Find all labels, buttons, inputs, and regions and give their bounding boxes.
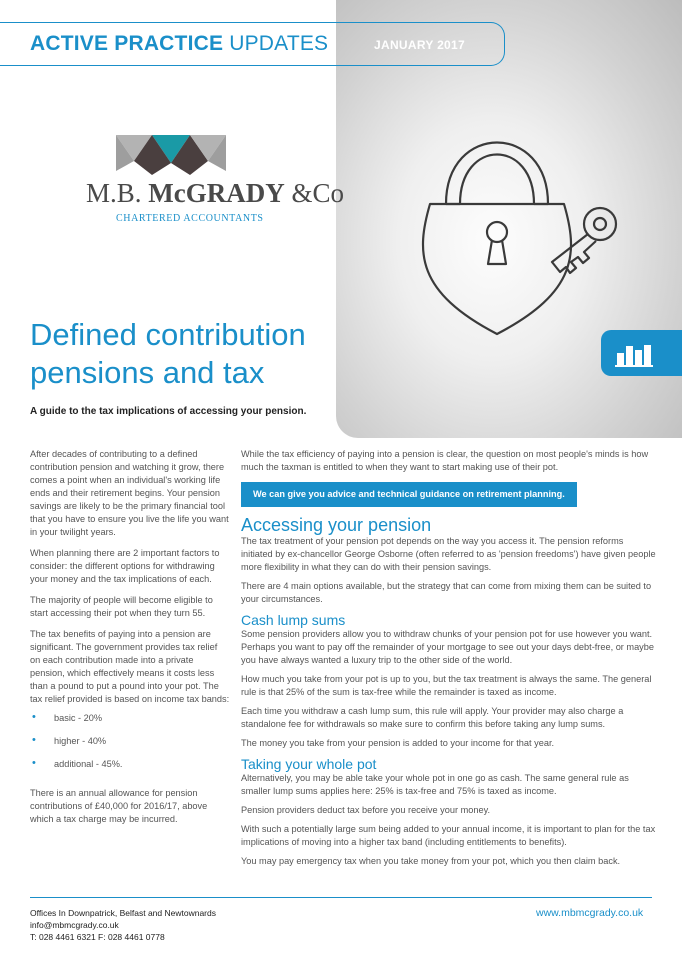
paragraph: Each time you withdraw a cash lump sum, this rule will apply. Your provider may also charge a standalone fee for withdrawals so make sure to confirm this before taking any lump sums. [241,706,624,729]
paragraph: The tax benefits of paying into a pension are significant. The government provides tax relief on each contribution made into a private pension, which effectively means it costs less than a pound to put a pound into your pot. The tax relief provided is based on income tax bands: [30,629,230,704]
padlock-and-key-icon [410,112,640,342]
heading-whole-pot: Taking your whole pot [241,756,377,772]
section-tab [601,330,682,376]
footer-divider [30,897,652,898]
paragraph: You may pay emergency tax when you take money from your pot, which you then claim back. [241,856,621,866]
paragraph: The majority of people will become eligible to start accessing their pot when they turn 55. [30,595,213,618]
paragraph: There is an annual allowance for pension contributions of £40,000 for 2016/17, above which a tax charge may be incurred. [30,788,208,824]
list-item: • basic - 20% [30,712,230,725]
company-name-initials: M.B. [86,178,142,208]
footer-contact [30,907,216,943]
company-name [86,178,344,209]
footer-offices: Offices In Downpatrick, Belfast and Newtownards [30,908,216,918]
paragraph: Some pension providers allow you to withdraw chunks of your pension pot for use however you want. Perhaps you want to pay off the remainder of your mortgage to see out your days debt-free, or maybe you have always wanted a luxury trip to the other side of the world. [241,629,654,665]
paragraph: The tax treatment of your pension pot depends on the way you access it. The pension reforms initiated by ex-chancellor George Osborne (often referred to as 'pension freedoms') have given people more flexibility in what they can do with their pension savings. [241,536,656,572]
paragraph: When planning there are 2 important factors to consider: the different options for withdrawing your money and the tax implications of each. [30,548,220,584]
paragraph: With such a potentially large sum being added to your annual income, it is important to plan for the tax implications of moving into a higher tax band (including entitlements to benefits). [241,824,656,847]
publication-title-light: UPDATES [229,32,329,55]
footer-email[interactable]: info@mbmcgrady.co.uk [30,920,119,930]
paragraph: After decades of contributing to a defined contribution pension and watching it grow, there comes a point when an individual's working life ends and their retirement begins. Your pension savings are likely to be the primary financial tool that you have to ensure you live the life you want in your twilight years. [30,449,229,537]
company-subtitle: CHARTERED ACCOUNTANTS [116,213,264,224]
publication-title-bold: ACTIVE PRACTICE [30,32,224,55]
left-column [30,448,230,834]
footer-phone: T: 028 4461 6321 F: 028 4461 0778 [30,932,165,942]
footer-website-link[interactable]: www.mbmcgrady.co.uk [536,907,644,919]
heading-cash-lump-sums: Cash lump sums [241,612,346,628]
article-title: Defined contribution pensions and tax [30,317,306,390]
company-name-surname: McGRADY [148,178,285,208]
list-item: • higher - 40% [30,735,230,748]
right-column [241,448,656,874]
company-name-suffix: &Co [291,178,345,208]
article-subtitle: A guide to the tax implications of accessing your pension. [30,406,307,417]
paragraph: Pension providers deduct tax before you receive your money. [241,805,491,815]
paragraph: There are 4 main options available, but the strategy that can come from mixing them can be suited to your circumstances. [241,581,652,604]
advice-callout: We can give you advice and technical guidance on retirement planning. [241,482,577,507]
tax-bands-list [30,712,230,771]
paragraph: Alternatively, you may be able take your whole pot in one go as cash. The same general rule as smaller lump sums applies here: 25% is tax-free and 75% is taxed as income. [241,773,629,796]
paragraph: The money you take from your pension is added to your income for that year. [241,738,555,748]
company-logo-icon [116,135,226,175]
publication-title [30,32,328,56]
heading-accessing: Accessing your pension [241,515,432,535]
list-item: • additional - 45%. [30,758,230,771]
paragraph: While the tax efficiency of paying into a pension is clear, the question on most people's minds is how much the taxman is entitled to when they want to start making use of their pot. [241,449,649,472]
paragraph: How much you take from your pot is up to you, but the tax treatment is always the same. The general rule is that 25% of the sum is tax-free while the remainder is taxed as income. [241,674,652,697]
bar-chart-icon [615,341,655,367]
issue-date: JANUARY 2017 [374,38,465,52]
